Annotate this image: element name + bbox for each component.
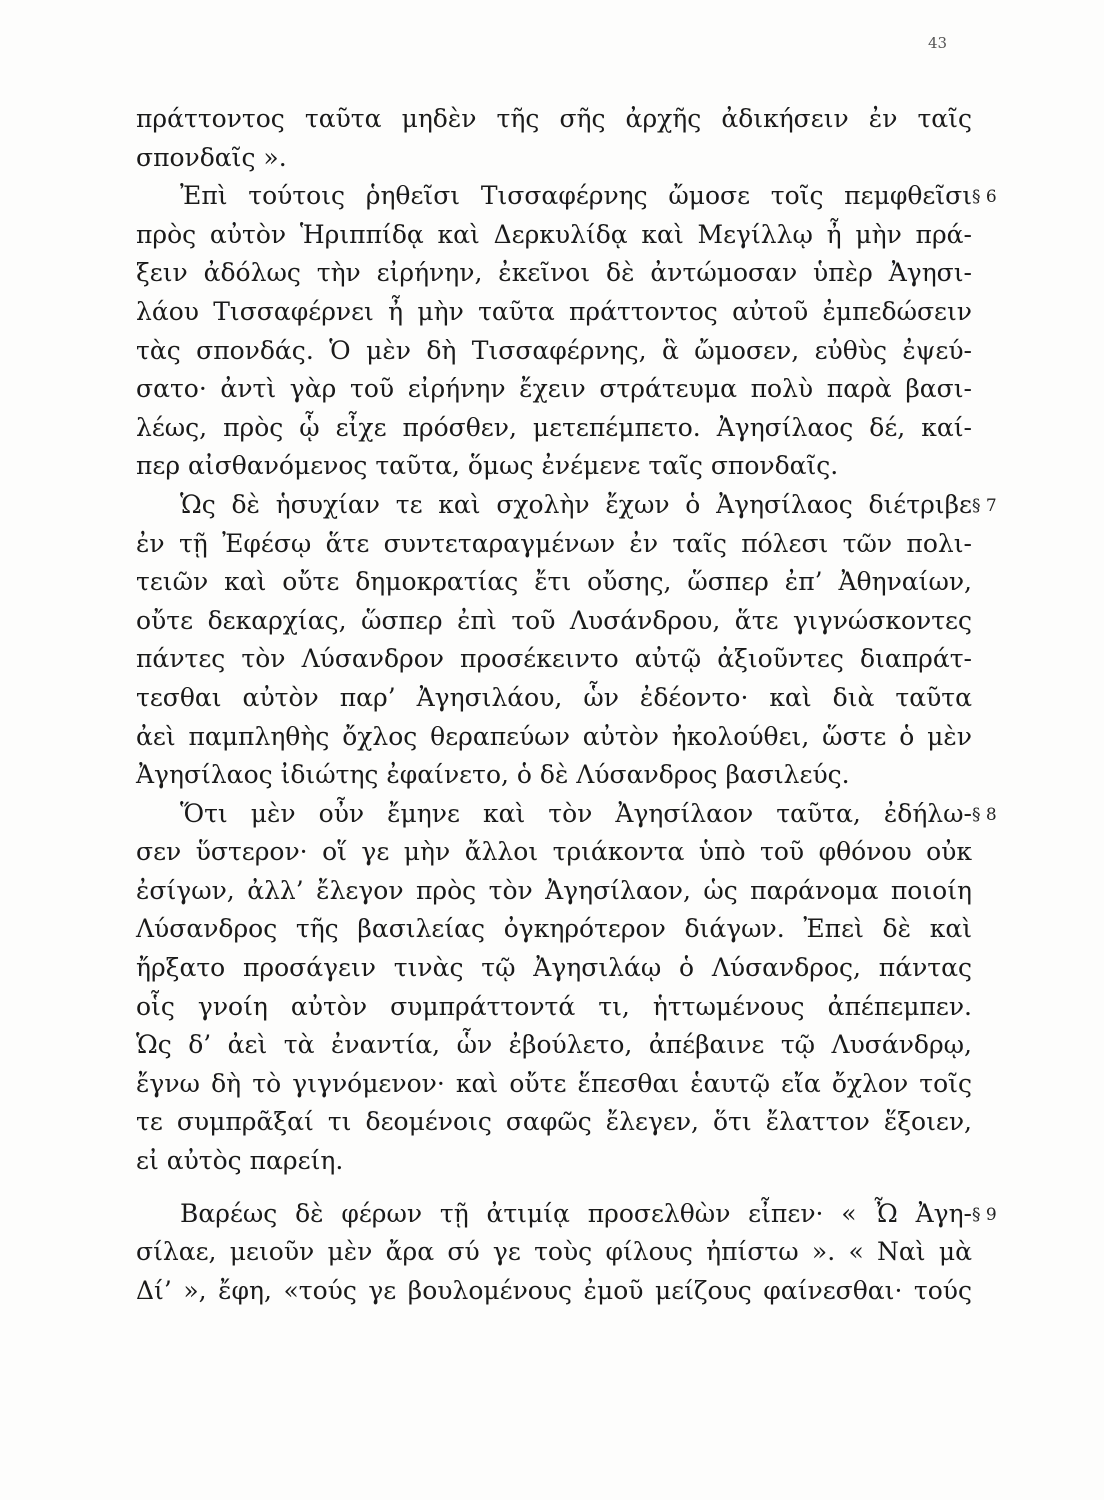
text-line: Ὡς δὲ ἡσυχίαν τε καὶ σχολὴν ἔχων ὁ Ἀγησίλαος διέτριβε: [180, 489, 972, 519]
text-line: Ὡς δ’ ἀεὶ τὰ ἐναντία, ὧν ἐβούλετο, ἀπέβαινε τῷ Λυσάνδρῳ,: [136, 1030, 972, 1060]
text-line: τε συμπρᾶξαί τι δεομένοις σαφῶς ἔλεγεν, ὅτι ἔλαττον ἕξοιεν,: [136, 1107, 972, 1137]
text-line: Ὅτι μὲν οὖν ἔμηνε καὶ τὸν Ἀγησίλαον ταῦτα, ἐδήλω-: [180, 798, 972, 828]
text-line: Ἐπὶ τούτοις ῥηθεῖσι Τισσαφέρνης ὤμοσε τοῖς πεμφθεῖσι: [180, 181, 972, 211]
text-line: Λύσανδρος τῆς βασιλείας ὀγκηρότερον διάγων. Ἐπεὶ δὲ καὶ: [136, 914, 972, 944]
text-line: σατο· ἀντὶ γὰρ τοῦ εἰρήνην ἔχειν στράτευμα πολὺ παρὰ βασι-: [136, 374, 972, 404]
section-marker: § 8: [972, 804, 997, 825]
section-marker: § 9: [972, 1204, 997, 1225]
text-line: τὰς σπονδάς. Ὁ μὲν δὴ Τισσαφέρνης, ἃ ὤμοσεν, εὐθὺς ἐψεύ-: [136, 335, 972, 365]
text-line: περ αἰσθανόμενος ταῦτα, ὅμως ἐνέμενε ταῖς σπονδαῖς.: [136, 451, 839, 481]
text-line: λάου Τισσαφέρνει ἦ μὴν ταῦτα πράττοντος αὐτοῦ ἐμπεδώσειν: [136, 296, 972, 326]
text-line: τεσθαι αὐτὸν παρ’ Ἀγησιλάου, ὧν ἐδέοντο· καὶ διὰ ταῦτα: [136, 682, 972, 712]
greek-text-body: [136, 100, 972, 1310]
text-line: ἤρξατο προσάγειν τινὰς τῷ Ἀγησιλάῳ ὁ Λύσανδρος, πάντας: [136, 953, 972, 983]
text-line: εἰ αὐτὸς παρείη.: [136, 1146, 344, 1176]
text-line: σεν ὕστερον· οἵ γε μὴν ἄλλοι τριάκοντα ὑπὸ τοῦ φθόνου οὐκ: [136, 837, 972, 867]
text-line: οἷς γνοίη αὐτὸν συμπράττοντά τι, ἡττωμένους ἀπέπεμπεν.: [136, 991, 972, 1021]
text-line: σίλαε, μειοῦν μὲν ἄρα σύ γε τοὺς φίλους ἠπίστω ». « Ναὶ μὰ: [136, 1237, 972, 1267]
section-marker: § 7: [972, 496, 997, 516]
text-line: ἐν τῇ Ἐφέσῳ ἅτε συντεταραγμένων ἐν ταῖς πόλεσι τῶν πολι-: [136, 528, 972, 558]
text-line: Βαρέως δὲ φέρων τῇ ἀτιμίᾳ προσελθὼν εἶπεν· « Ὦ Ἀγη-: [180, 1198, 972, 1228]
text-line: σπονδαῖς ».: [136, 142, 287, 172]
text-line: οὔτε δεκαρχίας, ὥσπερ ἐπὶ τοῦ Λυσάνδρου, ἅτε γιγνώσκοντες: [136, 605, 972, 635]
text-line: λέως, πρὸς ᾧ εἶχε πρόσθεν, μετεπέμπετο. Ἀγησίλαος δέ, καί-: [136, 412, 972, 442]
text-line: πάντες τὸν Λύσανδρον προσέκειντο αὐτῷ ἀξιοῦντες διαπράτ-: [136, 644, 972, 674]
section-marker: § 6: [972, 187, 997, 208]
text-line: ἐσίγων, ἀλλ’ ἔλεγον πρὸς τὸν Ἀγησίλαον, ὡς παράνομα ποιοίη: [136, 875, 972, 905]
text-line: τειῶν καὶ οὔτε δημοκρατίας ἔτι οὔσης, ὥσπερ ἐπ’ Ἀθηναίων,: [136, 567, 972, 597]
text-line: πράττοντος ταῦτα μηδὲν τῆς σῆς ἀρχῆς ἀδικήσειν ἐν ταῖς: [136, 104, 972, 133]
page-number: 43: [928, 34, 948, 52]
text-line: πρὸς αὐτὸν Ἡριππίδᾳ καὶ Δερκυλίδᾳ καὶ Μεγίλλῳ ἦ μὴν πρά-: [136, 219, 972, 249]
text-line: ξειν ἀδόλως τὴν εἰρήνην, ἐκεῖνοι δὲ ἀντώμοσαν ὑπὲρ Ἀγησι-: [136, 258, 972, 288]
text-line: ἀεὶ παμπληθὴς ὄχλος θεραπεύων αὐτὸν ἠκολούθει, ὥστε ὁ μὲν: [136, 721, 972, 751]
text-line: Ἀγησίλαος ἰδιώτης ἐφαίνετο, ὁ δὲ Λύσανδρος βασιλεύς.: [136, 760, 850, 790]
text-line: ἔγνω δὴ τὸ γιγνόμενον· καὶ οὔτε ἕπεσθαι ἑαυτῷ εἴα ὄχλον τοῖς: [136, 1068, 972, 1098]
text-line: Δί’ », ἔφη, «τούς γε βουλομένους ἐμοῦ μείζους φαίνεσθαι· τούς: [136, 1275, 972, 1305]
